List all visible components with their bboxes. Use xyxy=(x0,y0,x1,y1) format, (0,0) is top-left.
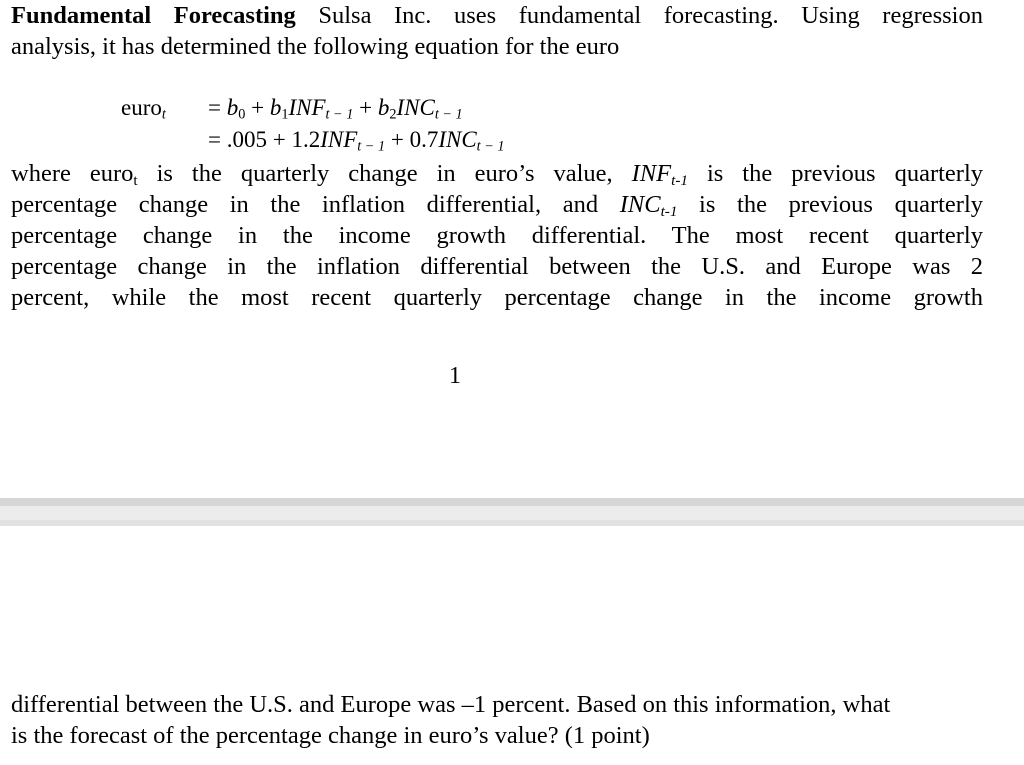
section-heading: Fundamental Forecasting xyxy=(11,2,296,29)
paragraph-line-5: percent, while the most recent quarterly percentage change in the income growth xyxy=(11,284,983,311)
intro-line-1: Fundamental Forecasting Sulsa Inc. uses fundamental forecasting. Using regression xyxy=(11,2,983,29)
equation-line-2: = $.005 + 1.2INF_{t - 1} + 0.7INC_{t - 1}$ xyxy=(208,127,505,155)
equation-line-1: = $b_0 + b_1INF_{t - 1} + b_2INC_{t - 1}$ xyxy=(208,95,463,123)
paragraph-line-4: percentage change in the inflation differential between the U.S. and Europe was 2 xyxy=(11,253,983,280)
question-line-2: is the forecast of the percentage change in euro’s value? (1 point) xyxy=(11,722,650,749)
paragraph-line-3: percentage change in the income growth differential. The most recent quarterly xyxy=(11,222,983,249)
page-separator-shadow-top xyxy=(0,498,1024,506)
paragraph-line-1: where euro$_t$ is the quarterly change in euro’s value, $INF_{t-1}$ is the previous quarterly xyxy=(11,160,984,189)
page-number: 1 xyxy=(449,363,461,389)
document-page-2 xyxy=(0,526,1024,765)
paragraph-line-2: percentage change in the inflation differential, and $INC_{t-1}$ is the previous quarterly xyxy=(11,191,984,220)
question-line-1: differential between the U.S. and Europe was –1 percent. Based on this information, what xyxy=(11,691,891,718)
intro-line-2: analysis, it has determined the following equation for the euro xyxy=(11,33,620,60)
equation-lhs: euro$_t$ xyxy=(121,95,166,123)
